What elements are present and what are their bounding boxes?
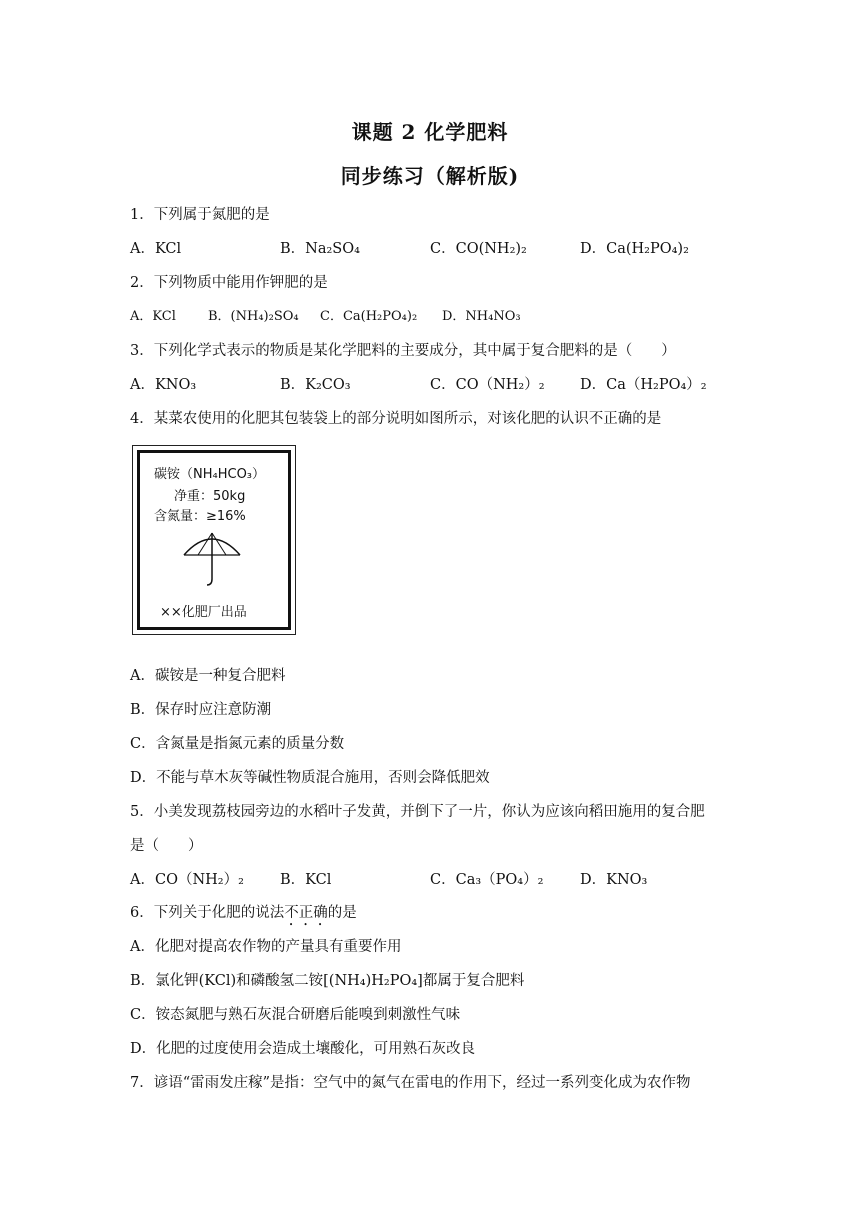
question-6-stem (130, 901, 357, 929)
question-4-option-d: D．不能与草木灰等碱性物质混合施用，否则会降低肥效 (130, 770, 490, 786)
fertilizer-net-weight: 净重：50kg (174, 489, 246, 504)
question-4-option-b: B．保存时应注意防潮 (130, 702, 272, 718)
fertilizer-nitrogen-content: 含氮量：≥16% (154, 509, 246, 524)
question-5-stem-line-2: 是（ ） (130, 838, 203, 854)
question-2-option-c: C．Ca(H₂PO₄)₂ (320, 309, 418, 324)
question-3-option-b: B．K₂CO₃ (280, 377, 351, 393)
question-6-stem-suffix: 的是 (327, 905, 357, 921)
question-3-stem: 3．下列化学式表示的物质是某化学肥料的主要成分，其中属于复合肥料的是（ ） (130, 343, 676, 359)
fertilizer-manufacturer: ××化肥厂出品 (160, 605, 247, 620)
question-5-option-b: B．KCl (280, 872, 332, 888)
question-1-option-b: B．Na₂SO₄ (280, 241, 360, 257)
question-1-option-c: C．CO(NH₂)₂ (430, 241, 527, 257)
page-title: 课题 2 化学肥料 (351, 120, 509, 144)
page-subtitle: 同步练习（解析版) (340, 164, 520, 188)
question-5-stem-line-1: 5．小美发现荔枝园旁边的水稻叶子发黄，并倒下了一片，你认为应该向稻田施用的复合肥 (130, 804, 705, 820)
question-6-option-b: B．氯化钾(KCl)和磷酸氢二铵[(NH₄)H₂PO₄]都属于复合肥料 (130, 973, 525, 989)
question-6-option-a: A．化肥对提高农作物的产量具有重要作用 (130, 939, 402, 955)
question-6-stem-emphasis: 不正确 (284, 905, 328, 921)
question-6-option-d: D．化肥的过度使用会造成土壤酸化，可用熟石灰改良 (130, 1041, 476, 1057)
fertilizer-label-figure (132, 445, 296, 635)
question-7-stem: 7．谚语“雷雨发庄稼”是指：空气中的氮气在雷电的作用下，经过一系列变化成为农作物 (130, 1075, 691, 1091)
question-2-stem: 2．下列物质中能用作钾肥的是 (130, 275, 328, 291)
question-3-option-c: C．CO（NH₂）₂ (430, 377, 545, 393)
question-5-option-c: C．Ca₃（PO₄）₂ (430, 872, 544, 888)
question-3-option-a: A．KNO₃ (130, 377, 197, 393)
fertilizer-name: 碳铵（NH₄HCO₃） (154, 467, 266, 482)
question-2-option-d: D．NH₄NO₃ (442, 309, 521, 324)
question-2-option-b: B．(NH₄)₂SO₄ (208, 309, 299, 324)
question-6-stem-prefix: 6．下列关于化肥的说法 (130, 905, 285, 921)
question-6-option-c: C．铵态氮肥与熟石灰混合研磨后能嗅到刺激性气味 (130, 1007, 461, 1023)
question-2-option-a: A．KCl (130, 309, 176, 324)
fertilizer-label-frame (137, 450, 291, 630)
question-5-option-d: D．KNO₃ (580, 872, 648, 888)
question-5-option-a: A．CO（NH₂）₂ (130, 872, 244, 888)
question-4-option-a: A．碳铵是一种复合肥料 (130, 668, 286, 684)
umbrella-icon (180, 529, 244, 589)
question-1-option-d: D．Ca(H₂PO₄)₂ (580, 241, 689, 257)
question-3-option-d: D．Ca（H₂PO₄）₂ (580, 377, 707, 393)
question-4-stem: 4．某菜农使用的化肥其包装袋上的部分说明如图所示，对该化肥的认识不正确的是 (130, 411, 662, 427)
question-1-stem: 1．下列属于氮肥的是 (130, 207, 270, 223)
question-1-option-a: A．KCl (130, 241, 182, 257)
question-4-option-c: C．含氮量是指氮元素的质量分数 (130, 736, 345, 752)
